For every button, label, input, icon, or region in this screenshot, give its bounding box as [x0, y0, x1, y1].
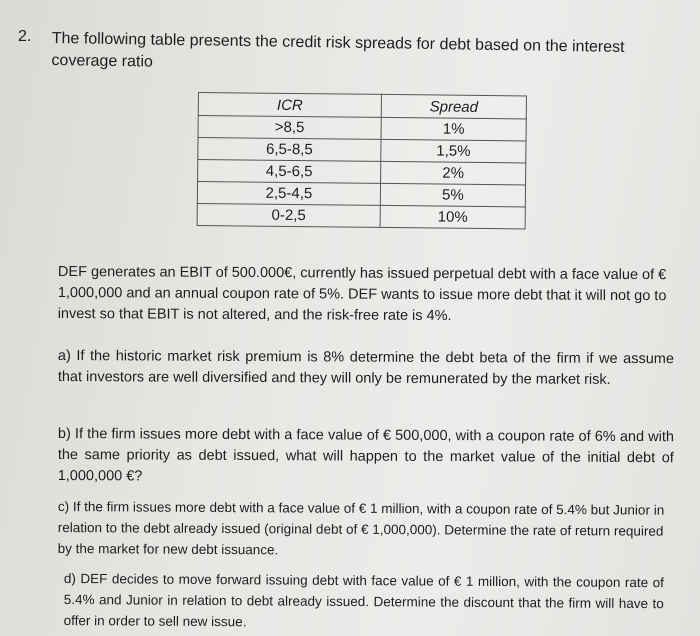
table-header-row: [198, 93, 526, 119]
icr-cell: 4,5-6,5: [198, 160, 381, 184]
header-icr: ICR: [198, 93, 381, 118]
part-b-paragraph: b) If the firm issues more debt with a face value of € 500,000, with a coupon rate of 6% and with the same priority as debt issued, what will happen to the market value of the initial debt of 1,000,000 €?: [57, 425, 674, 485]
spread-cell: 10%: [380, 205, 525, 229]
spread-table-container: [197, 92, 527, 229]
icr-cell: 2,5-4,5: [197, 182, 380, 206]
icr-cell: 6,5-8,5: [198, 138, 381, 162]
part-a-paragraph: a) If the historic market risk premium is 8% determine the debt beta of the firm if we assume that investors are well diversified and they will only be remunerated by the market risk.: [57, 347, 674, 388]
spread-cell: 1,5%: [381, 139, 526, 163]
spread-cell: 5%: [380, 183, 525, 207]
icr-cell: >8,5: [198, 116, 381, 140]
spread-table: [197, 92, 527, 229]
spread-cell: 2%: [381, 161, 526, 185]
spread-cell: 1%: [381, 117, 526, 141]
question-intro: The following table presents the credit risk spreads for debt based on the interest coverage ratio: [51, 29, 625, 71]
question-number: 2.: [18, 28, 32, 45]
icr-cell: 0-2,5: [197, 203, 380, 227]
table-row: [197, 203, 525, 228]
part-d-paragraph: d) DEF decides to move forward issuing debt with face value of € 1 million, with the coupon rate of 5.4% and Junior in relation to debt already issued. Determine the discount that the firm will have to offer in order to sell new issue.: [63, 570, 664, 630]
part-c-paragraph: c) If the firm issues more debt with a face value of € 1 million, with a coupon rate of 5.4% but Junior in relation to the debt already issued (original debt of € 1,000,000). Determine the rate of return required by the market for new debt issuance.: [57, 498, 665, 558]
header-spread: Spread: [381, 94, 526, 119]
def-description-paragraph: DEF generates an EBIT of 500.000€, currently has issued perpetual debt with a face value of € 1,000,000 and an annual coupon rate of 5%. DEF wants to issue more debt that it will not go to invest so that EBIT is not altered, and the risk-free rate is 4%.: [57, 263, 667, 325]
